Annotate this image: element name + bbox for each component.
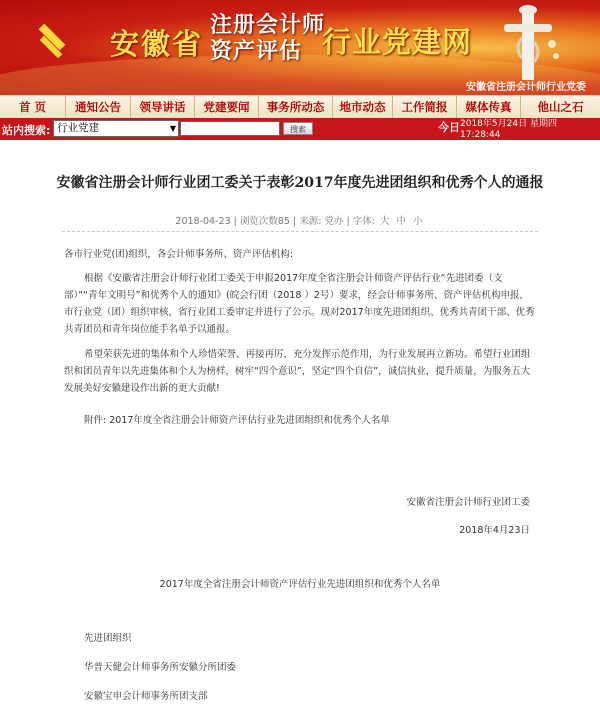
chevron-down-icon: ▼ [169, 124, 176, 133]
today-label: 今日 [438, 121, 460, 134]
search-button[interactable]: 搜索 [283, 122, 313, 135]
list-item: 先进团组织 [84, 633, 132, 644]
article-source: 来源: 党办 [299, 216, 344, 227]
article-views: 浏览次数85 [239, 216, 290, 227]
search-category-value: 行业党建 [57, 122, 99, 134]
article-meta [0, 213, 600, 227]
article-attachment: 附件: 2017年度全省注册会计师资产评估行业先进团组织和优秀个人名单 [84, 415, 390, 426]
search-bar [0, 118, 600, 140]
nav-item-references[interactable]: 他山之石 [537, 100, 584, 114]
search-category-select[interactable] [53, 120, 179, 137]
banner-title-middle-line1: 注册会计师 [210, 12, 326, 38]
main-nav [0, 95, 600, 119]
search-input[interactable] [180, 121, 280, 136]
banner-title-province: 安徽省 [110, 27, 204, 61]
article-sign-date: 2018年4月23日 [459, 525, 530, 536]
article-paragraph: 根据《安徽省注册会计师行业团工委关于申报2017年度全省注册会计师资产评估行业“先进团委（支部）”“青年文明号”和优秀个人的通知》(皖会行团（2018 ）2号）要求，经会计师事务所、资产评估机构申报，市行业党（团）组织审核，省行业团工委审定并进行了公示。现对2017年度先进团组织、优秀共青团干部、优秀共青团员和青年岗位能手名单予以通报。 [64, 273, 535, 335]
font-size-large-link[interactable]: 大 [379, 216, 390, 227]
banner-title-middle [210, 12, 325, 64]
font-size-small-link[interactable]: 小 [413, 216, 423, 227]
banner-title-site: 行业党建网 [322, 25, 473, 59]
nav-item-briefings[interactable]: 工作简报 [393, 96, 457, 118]
nav-item-party-news[interactable]: 党建要闻 [195, 96, 259, 118]
font-size-label: 字体: [352, 216, 375, 227]
divider [62, 231, 538, 232]
meta-separator: | [293, 216, 300, 227]
meta-separator: | [346, 216, 353, 227]
article-date: 2018-04-23 [175, 216, 231, 227]
site-banner [0, 0, 600, 95]
nav-item-speeches[interactable]: 领导讲话 [131, 96, 195, 118]
font-size-medium-link[interactable]: 中 [396, 216, 407, 227]
honor-list-title: 2017年度全省注册会计师资产评估行业先进团组织和优秀个人名单 [159, 579, 441, 590]
article-signature: 安徽省注册会计师行业团工委 [406, 497, 530, 508]
nav-item-firm-news[interactable]: 事务所动态 [259, 96, 333, 118]
huabiao-pillar-icon [492, 4, 566, 80]
banner-organization: 安徽省注册会计师行业党委 [466, 82, 586, 93]
article-title: 安徽省注册会计师行业团工委关于表彰2017年度先进团组织和优秀个人的通报 [56, 175, 544, 191]
list-item: 华普天健会计师事务所安徽分所团委 [84, 662, 237, 673]
article-paragraph: 希望荣获先进的集体和个人珍惜荣誉、再接再厉，充分发挥示范作用，为行业发展再立新功。希望行业团组织和团员青年以先进集体和个人为榜样，树牢“四个意识”，坚定“四个自信”，诚信执业，提升质量，为服务五大发展美好安徽建设作出新的更大贡献! [64, 349, 531, 394]
nav-item-notices[interactable]: 通知公告 [66, 96, 131, 118]
nav-item-city-news[interactable]: 地市动态 [333, 96, 393, 118]
search-label: 站内搜索: [2, 124, 51, 137]
meta-separator: | [233, 216, 240, 227]
nav-item-media[interactable]: 媒体传真 [457, 96, 521, 118]
article-salutation: 各市行业党(团)组织，各会计师事务所、资产评估机构: [64, 249, 294, 260]
banner-title-middle-line2: 资产评估 [210, 38, 303, 64]
hammer-sickle-icon [18, 8, 88, 78]
current-date-line: 2018年5月24日 星期四 [460, 119, 557, 129]
nav-item-home[interactable]: 首 页 [0, 96, 66, 118]
list-item: 安徽宝申会计师事务所团支部 [84, 691, 208, 702]
current-time-line: 17:28:44 [460, 130, 501, 140]
current-date [460, 119, 557, 141]
